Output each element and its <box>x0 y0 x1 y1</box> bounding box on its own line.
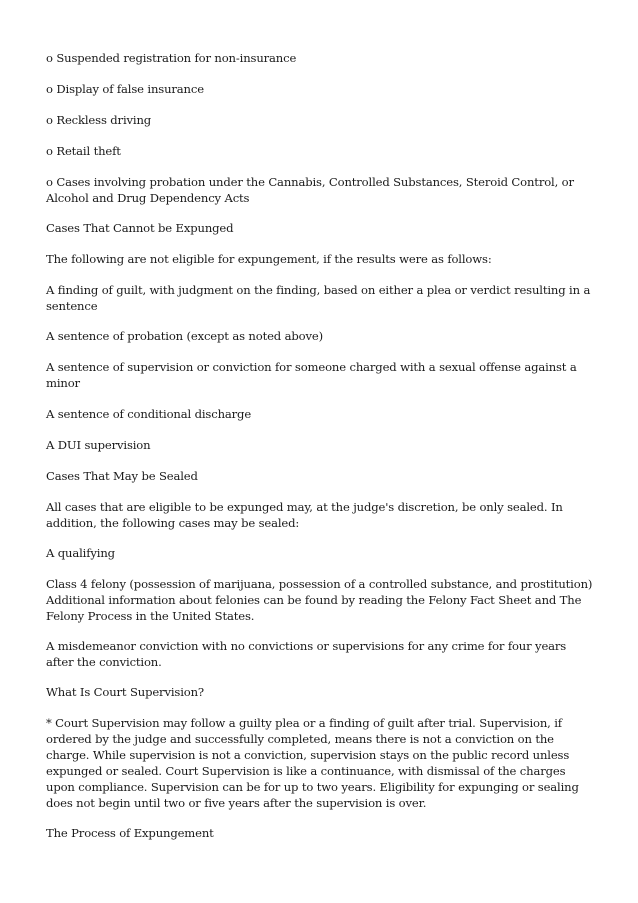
paragraph-a-qualifying: A qualifying <box>46 546 115 560</box>
section-heading-cannot-expunge: Cases That Cannot be Expunged <box>46 221 234 235</box>
paragraph-class-4-felony: Class 4 felony (possession of marijuana, possession of a controlled substance, and prostitution) Additional information about felonies can be found by reading the Felony Fact Sheet and The Felony Process in the United States. <box>46 577 593 623</box>
list-item-suspended-registration: o Suspended registration for non-insurance <box>46 51 297 65</box>
paragraph-sentence-supervision-minor: A sentence of supervision or conviction for someone charged with a sexual offense against a minor <box>46 360 577 390</box>
section-heading-process-of-expungement: The Process of Expungement <box>46 826 214 840</box>
list-item-false-insurance: o Display of false insurance <box>46 82 204 96</box>
paragraph-conditional-discharge: A sentence of conditional discharge <box>46 407 252 421</box>
section-heading-court-supervision: What Is Court Supervision? <box>46 685 204 699</box>
section-heading-may-be-sealed: Cases That May be Sealed <box>46 469 198 483</box>
paragraph-court-supervision-details: * Court Supervision may follow a guilty plea or a finding of guilt after trial. Supervision, if ordered by the judge and successfully completed, means there is not a conviction on the charge. While supervision is not a conviction, supervision stays on the public record unless expunged or sealed. Court Supervision is like a continuance, with dismissal of the charges upon compliance. Supervision can be for up to two years. Eligibility for expunging or sealing does not begin until two or five years after the supervision is over. <box>46 716 579 810</box>
list-item-probation-cases: o Cases involving probation under the Cannabis, Controlled Substances, Steroid Control, or Alcohol and Drug Dependency Acts <box>46 175 574 205</box>
document-page <box>46 50 594 856</box>
list-item-retail-theft: o Retail theft <box>46 144 121 158</box>
paragraph-sentence-probation: A sentence of probation (except as noted above) <box>46 329 323 343</box>
paragraph-finding-of-guilt: A finding of guilt, with judgment on the finding, based on either a plea or verdict resulting in a sentence <box>46 283 591 313</box>
list-item-reckless-driving: o Reckless driving <box>46 113 152 127</box>
paragraph-sealed-intro: All cases that are eligible to be expunged may, at the judge's discretion, be only sealed. In addition, the following cases may be sealed: <box>46 500 563 530</box>
paragraph-not-eligible-intro: The following are not eligible for expungement, if the results were as follows: <box>46 252 492 266</box>
paragraph-misdemeanor-conviction: A misdemeanor conviction with no convictions or supervisions for any crime for four years after the conviction. <box>46 639 567 669</box>
paragraph-dui-supervision: A DUI supervision <box>46 438 151 452</box>
